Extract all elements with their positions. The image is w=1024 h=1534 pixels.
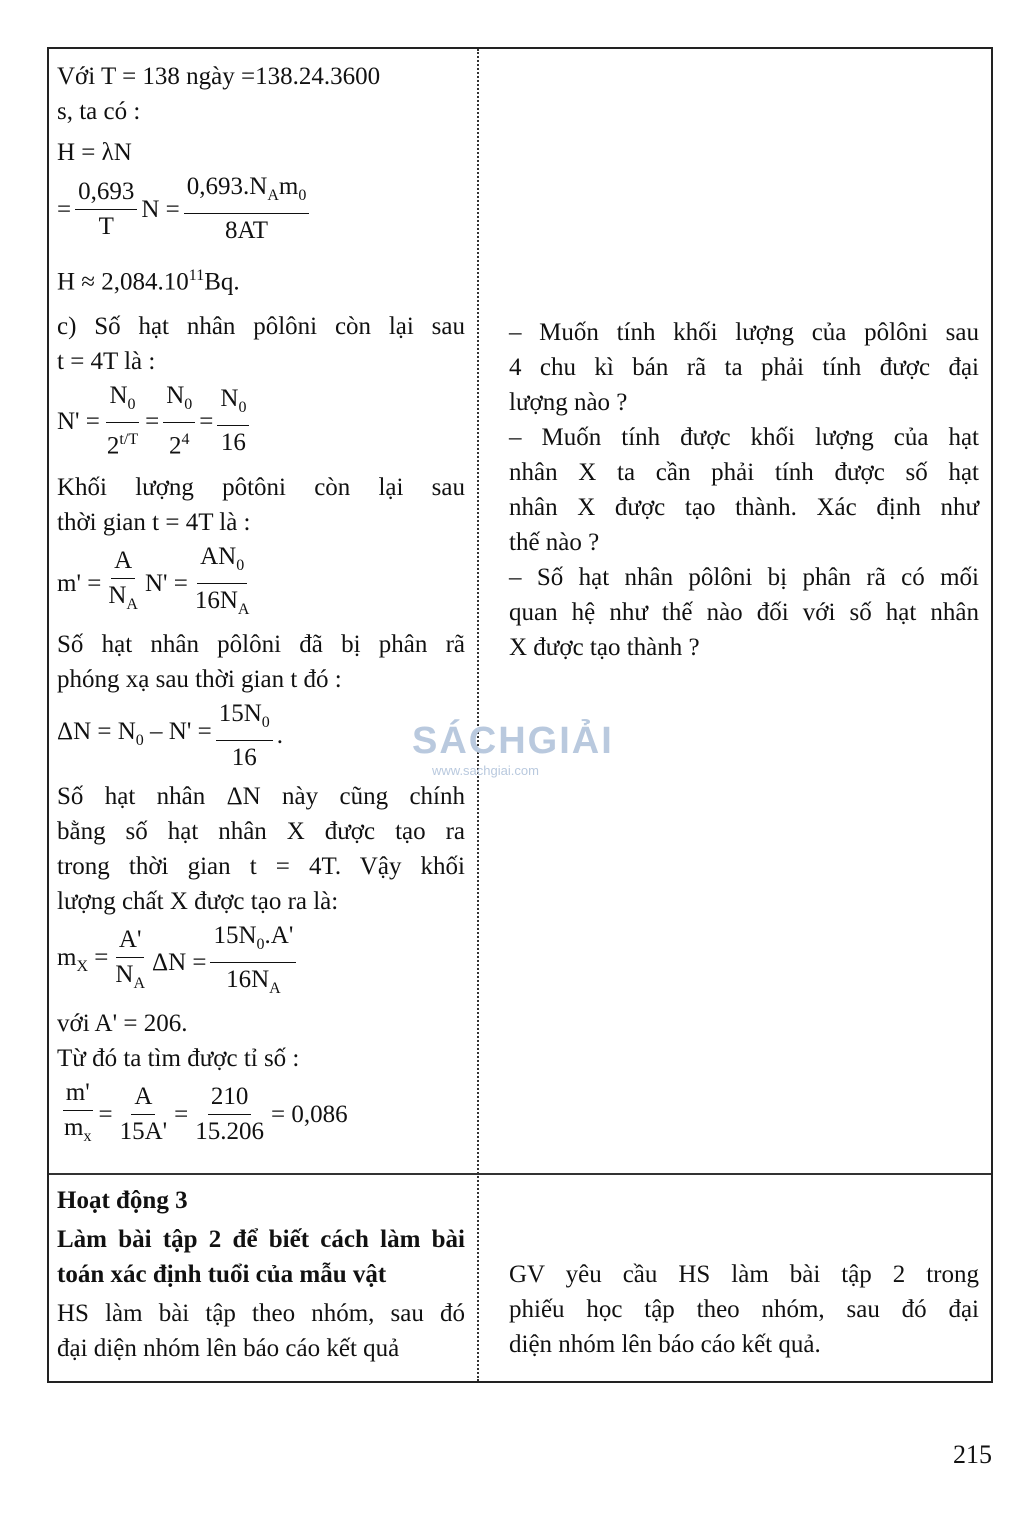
column-divider (477, 49, 479, 1381)
text-line: GV yêu cầu HS làm bài tập 2 trong (509, 1261, 979, 1288)
activity-table (47, 47, 993, 1383)
text-line: phóng xạ sau thời gian t đó : (57, 665, 342, 693)
right-column-gv (509, 1257, 979, 1362)
row-divider (49, 1173, 991, 1175)
text-line: 4 chu kì bán rã ta phải tính được đại (509, 354, 979, 381)
formula-decayed-nuclei: $\Delta N = N_0 - N'$ = $\frac{15N_0}{16}$ . (57, 697, 465, 775)
formula-remaining-mass: m' = $\frac{A}{N_A}$ N' = $\frac{AN_0}{16N_A}$ (57, 540, 465, 627)
text-line: c) Số hạt nhân pôlôni còn lại sau (57, 313, 465, 341)
text-line: bằng số hạt nhân X được tạo ra (57, 817, 465, 845)
watermark-brand: SÁCHGIẢI (412, 720, 614, 762)
formula-ratio: $\frac{m'}{m_x}$ = $\frac{A}{15A'}$ = $\frac{210}{15.206}$ = 0,086 (57, 1076, 465, 1154)
text-line: Khối lượng pôtôni còn lại sau (57, 473, 465, 501)
text-line: trong thời gian t = 4T. Vậy khối (57, 852, 465, 880)
formula-remaining-nuclei: N' = $\frac{N_0}{2^{t/T}}$ = $\frac{N_0}{2^4}$ = $\frac{N_0}{16}$ (57, 379, 465, 463)
text-line: – Muốn tính được khối lượng của hạt (509, 424, 979, 451)
text-line: quan hệ như thế nào đối với số hạt nhân (509, 599, 979, 626)
text-line: t = 4T là : (57, 348, 156, 376)
left-column-part1 (57, 59, 465, 1154)
text-line: s, ta có : (57, 98, 141, 125)
right-column-questions (509, 315, 979, 665)
watermark-logo (412, 720, 614, 778)
text-line: Số hạt nhân pôlôni đã bị phân rã (57, 630, 465, 658)
left-column-activity3 (57, 1183, 465, 1366)
watermark-url: www.sachgiai.com (432, 763, 539, 778)
text-line: nhân X được tạo thành. Xác định như (509, 494, 979, 521)
text-line: H = λN (57, 139, 132, 166)
text-line: – Muốn tính khối lượng của pôlôni sau (509, 319, 979, 346)
text-line: nhân X ta cần phải tính được số hạt (509, 459, 979, 486)
page-number: 215 (953, 1440, 992, 1469)
activity-subtitle: toán xác định tuổi của mẫu vật (57, 1261, 387, 1288)
activity-subtitle: Làm bài tập 2 để biết cách làm bài (57, 1226, 465, 1253)
text-line: diện nhóm lên báo cáo kết quả. (509, 1331, 821, 1358)
text-line: Với T = 138 ngày =138.24.3600 (57, 63, 381, 90)
text-line: HS làm bài tập theo nhóm, sau đó (57, 1300, 465, 1327)
activity-result: $H \approx 2,084.10^{11}Bq$. (57, 267, 240, 296)
formula-activity: = $\frac{0,693}{T}$ N = $\frac{0,693.N_Am_0}{8AT}$ (57, 170, 465, 248)
activity-title: Hoạt động 3 (57, 1187, 188, 1214)
text-line: phiếu học tập theo nhóm, sau đó đại (509, 1296, 979, 1323)
text-line: thế nào ? (509, 529, 600, 556)
text-line: X được tạo thành ? (509, 634, 700, 661)
text-line: thời gian t = 4T là : (57, 508, 251, 536)
text-line: – Số hạt nhân pôlôni bị phân rã có mối (509, 564, 979, 591)
text-line: lượng nào ? (509, 389, 628, 416)
text-line: lượng chất X được tạo ra là: (57, 887, 339, 915)
text-line: Từ đó ta tìm được tỉ số : (57, 1044, 300, 1072)
text-line: Số hạt nhân ΔN này cũng chính (57, 782, 465, 810)
text-line: đại diện nhóm lên báo cáo kết quả (57, 1335, 400, 1362)
text-line: với A' = 206. (57, 1009, 188, 1037)
formula-mass-x: $m_X$ = $\frac{A'}{N_A}$ ΔN = $\frac{15N_0.A'}{16N_A}$ (57, 919, 465, 1006)
